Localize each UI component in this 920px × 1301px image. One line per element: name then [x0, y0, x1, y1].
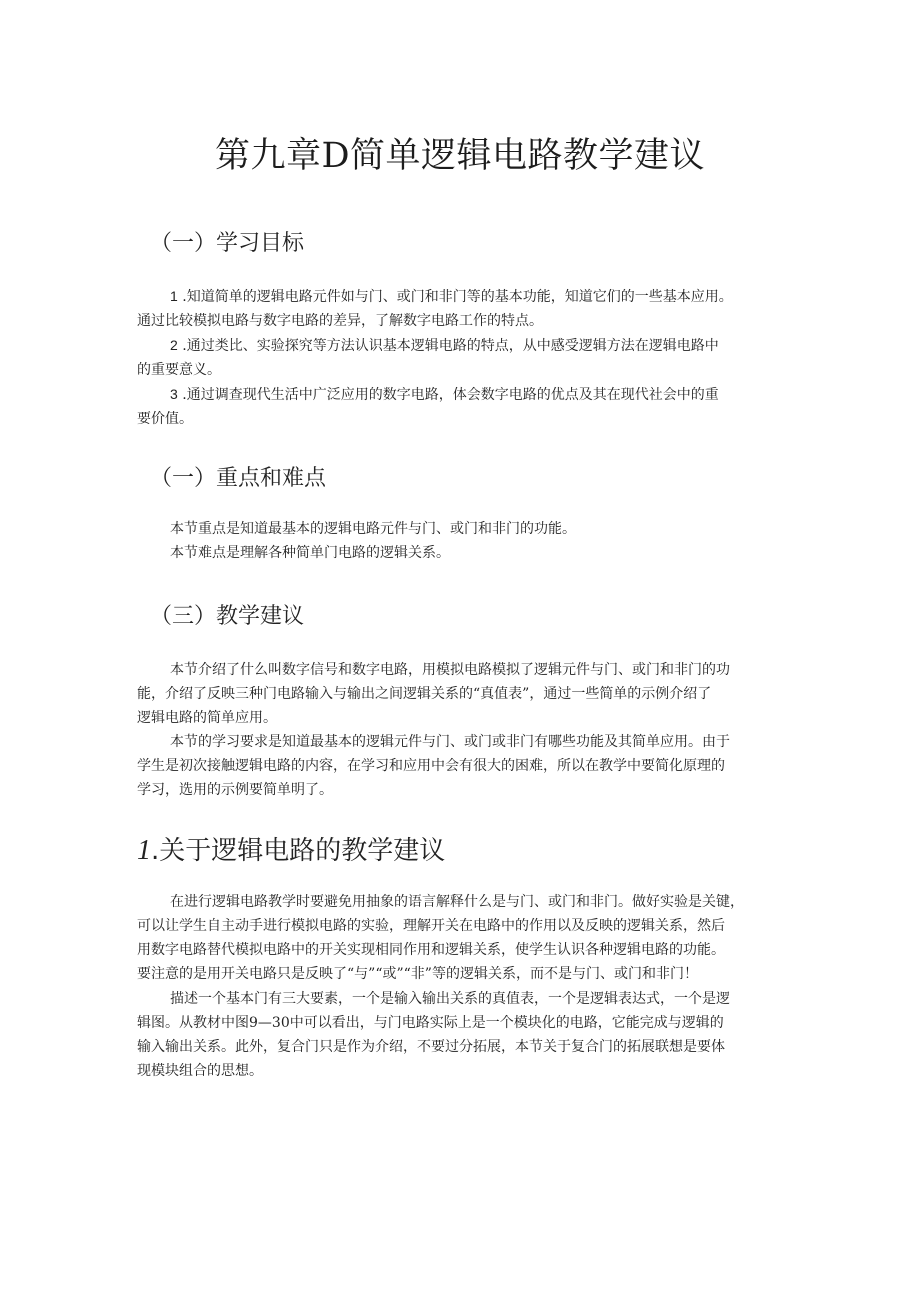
suggestions-paragraph-2	[137, 730, 785, 802]
suggestions-1-line-1: 本节介绍了什么叫数字信号和数字电路，用模拟电路模拟了逻辑元件与门、或门和非门的功	[170, 662, 730, 678]
section-heading-logic-circuits	[137, 830, 445, 867]
objective-1-line-2: 通过比较模拟电路与数字电路的差异，了解数字电路工作的特点。	[137, 313, 543, 329]
objective-3-line-1: 3 .通过调查现代生活中广泛应用的数字电路，体会数字电路的优点及其在现代社会中的重	[170, 386, 719, 403]
logic-2-line-2: 辑图。从教材中图9—30中可以看出，与门电路实际上是一个模块化的电路，它能完成与逻辑的	[137, 1015, 724, 1031]
logic-1-line-2: 可以让学生自主动手进行模拟电路的实验，理解开关在电路中的作用以及反映的逻辑关系，然后	[137, 918, 725, 934]
objective-1-line-1: 1 .知道简单的逻辑电路元件如与门、或门和非门等的基本功能，知道它们的一些基本应用。	[170, 288, 733, 305]
logic-1-line-3: 用数字电路替代模拟电路中的开关实现相同作用和逻辑关系，使学生认识各种逻辑电路的功能。	[137, 942, 725, 958]
suggestions-paragraph-1	[137, 658, 785, 730]
suggestions-2-line-2: 学生是初次接触逻辑电路的内容，在学习和应用中会有很大的困难，所以在教学中要简化原理的	[137, 758, 725, 774]
logic-2-line-3: 输入输出关系。此外，复合门只是作为介绍，不要过分拓展，本节关于复合门的拓展联想是要体	[137, 1039, 725, 1055]
logic-1-line-4: 要注意的是用开关电路只是反映了“与”“或”“非”等的逻辑关系，而不是与门、或门和非门！	[137, 966, 698, 982]
section-heading-key-points: （一）重点和难点	[150, 466, 327, 491]
objective-2-line-2: 的重要意义。	[137, 362, 221, 378]
logic-1-line-1: 在进行逻辑电路教学时要避免用抽象的语言解释什么是与门、或门和非门。做好实验是关键，	[170, 894, 744, 910]
logic-2-line-1: 描述一个基本门有三大要素，一个是输入输出关系的真值表，一个是逻辑表达式，一个是逻	[170, 991, 730, 1007]
logic-2-line-4: 现模块组合的思想。	[137, 1063, 263, 1079]
suggestions-2-line-3: 学习，选用的示例要简单明了。	[137, 782, 333, 798]
logic-paragraph-2	[137, 987, 785, 1083]
heading-number: 1	[137, 835, 151, 866]
logic-paragraph-1	[137, 890, 785, 986]
suggestions-1-line-2: 能，介绍了反映三种门电路输入与输出之间逻辑关系的“真值表”，通过一些简单的示例介绍了	[137, 686, 712, 702]
key-point-line-2: 本节难点是理解各种简单门电路的逻辑关系。	[170, 545, 450, 561]
suggestions-2-line-1: 本节的学习要求是知道最基本的逻辑元件与门、或门或非门有哪些功能及其简单应用。由于	[170, 734, 730, 750]
section-heading-suggestions: （三）教学建议	[150, 604, 305, 629]
heading-text: .关于逻辑电路的教学建议	[151, 836, 446, 866]
objective-2-line-1: 2 .通过类比、实验探究等方法认识基本逻辑电路的特点，从中感受逻辑方法在逻辑电路中	[170, 337, 719, 354]
page-title: 第九章D简单逻辑电路教学建议	[214, 136, 706, 176]
section-heading-objectives: （一）学习目标	[150, 231, 305, 256]
key-points-paragraph	[137, 517, 785, 565]
suggestions-1-line-3: 逻辑电路的简单应用。	[137, 710, 277, 726]
objective-3-line-2: 要价值。	[137, 411, 193, 427]
key-point-line-1: 本节重点是知道最基本的逻辑电路元件与门、或门和非门的功能。	[170, 521, 576, 537]
objectives-list	[137, 284, 785, 431]
